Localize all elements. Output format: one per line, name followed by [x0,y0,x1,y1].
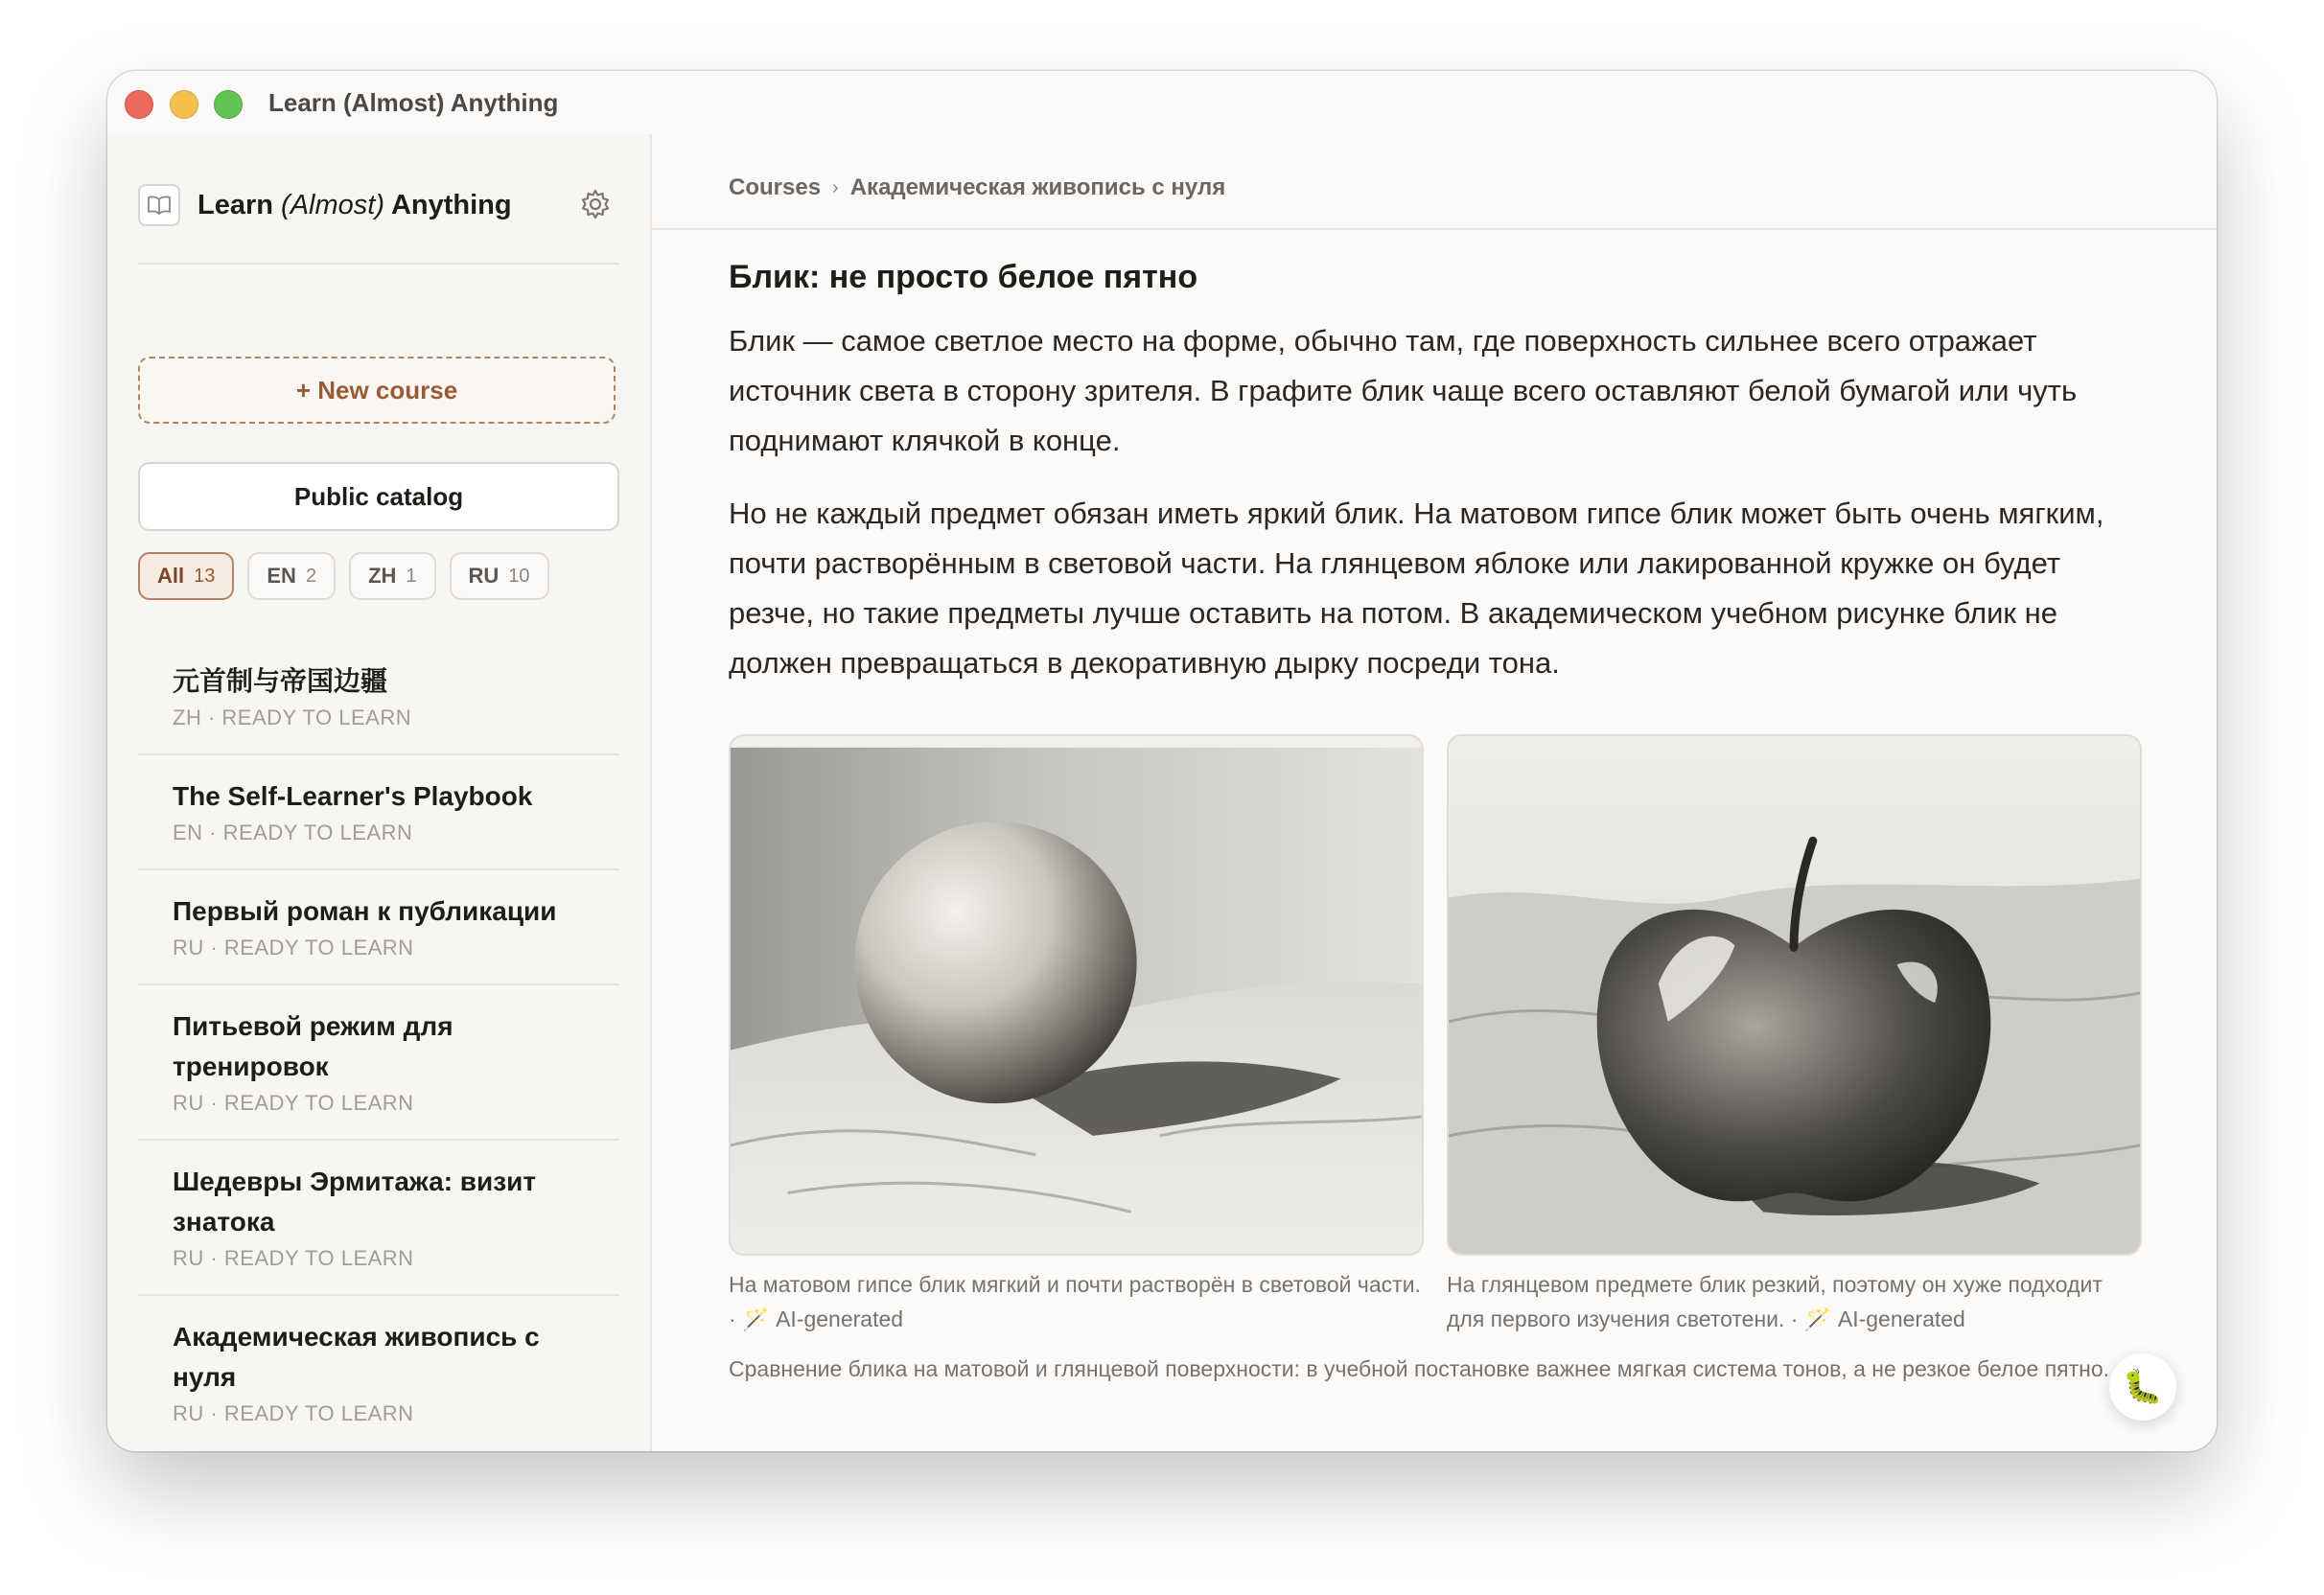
filter-chip-en[interactable]: EN 2 [247,552,336,600]
course-title: Первый роман к публикации [173,896,557,926]
window-title: Learn (Almost) Anything [268,88,559,117]
course-item[interactable] [138,1296,619,1449]
course-status: RU · READY TO LEARN [173,936,414,959]
figure-caption: На матовом гипсе блик мягкий и почти растворён в световой части. · 🪄 AI-generated [729,1272,1421,1331]
app-window [107,71,2217,1451]
sidebar [107,134,652,1451]
settings-gear-icon[interactable] [579,188,612,220]
header-divider [652,228,2217,230]
course-item[interactable] [138,1141,619,1296]
zoom-window-button[interactable] [214,90,243,119]
new-course-button[interactable]: + New course [138,357,616,424]
figure-caption: На глянцевом предмете блик резкий, поэтому он хуже подходит для первого изучения светотени. · 🪄 AI-generated [1447,1272,2103,1331]
course-status: ZH · READY TO LEARN [173,705,412,729]
course-title: Академическая живопись с нуля [173,1322,540,1392]
course-item[interactable] [138,985,619,1141]
course-status: EN · READY TO LEARN [173,821,413,844]
brand-title: Learn (Almost) Anything [198,189,512,220]
figure-note: Сравнение блика на матовой и глянцевой поверхности: в учебной постановке важнее мягкая система тонов, а не резкое белое пятно. [729,1356,2110,1381]
course-title: Шедевры Эрмитажа: визит знатока [173,1167,537,1237]
course-title: Питьевой режим для тренировок [173,1011,453,1081]
glossy-apple-image[interactable] [1447,734,2142,1256]
lesson-heading: Блик: не просто белое пятно [729,259,1198,295]
feedback-bug-button[interactable]: 🐛 [2109,1353,2176,1421]
chevron-right-icon: › [832,176,839,198]
figure-row [729,734,2142,1336]
minimize-window-button[interactable] [170,90,198,119]
breadcrumb-courses-link[interactable]: Courses [729,174,822,200]
main-content [652,134,2217,1451]
figure-glossy [1447,734,2142,1336]
close-window-button[interactable] [125,90,153,119]
course-status: RU · READY TO LEARN [173,1091,414,1115]
book-icon [138,184,180,226]
filter-chip-all[interactable]: All 13 [138,552,234,600]
course-status: RU · READY TO LEARN [173,1246,414,1270]
brand [138,184,512,226]
figure-matte [729,734,1424,1336]
plaster-sphere-image[interactable] [729,734,1424,1256]
course-status: RU · READY TO LEARN [173,1401,414,1425]
course-item[interactable] [138,755,619,870]
lesson-content [729,255,2142,1386]
course-title: The Self-Learner's Playbook [173,781,533,811]
course-item[interactable] [138,870,619,985]
breadcrumb-current: Академическая живопись с нуля [849,174,1226,200]
language-filters [138,552,549,600]
sidebar-divider [138,263,619,265]
title-bar [107,71,2217,134]
filter-chip-ru[interactable]: RU 10 [450,552,549,600]
public-catalog-button[interactable]: Public catalog [138,462,619,531]
breadcrumb [729,169,1225,207]
course-title: 元首制与帝国边疆 [173,666,388,696]
course-list [138,640,619,1449]
course-item[interactable] [138,640,619,755]
filter-chip-zh[interactable]: ZH 1 [349,552,435,600]
lesson-paragraph: Но не каждый предмет обязан иметь яркий блик. На матовом гипсе блик может быть очень мягким, почти растворённым в световой части. На глянцевом яблоке или лакированной кружке он будет резче, но такие предметы лучше оставить на потом. В академическом учебном рисунке блик не должен превращаться в декоративную дырку посреди тона. [729,497,2104,680]
lesson-paragraph: Блик — самое светлое место на форме, обычно там, где поверхность сильнее всего отражает источник света в сторону зрителя. В графите блик чаще всего оставляют белой бумагой или чуть поднимают клячкой в конце. [729,324,2078,457]
